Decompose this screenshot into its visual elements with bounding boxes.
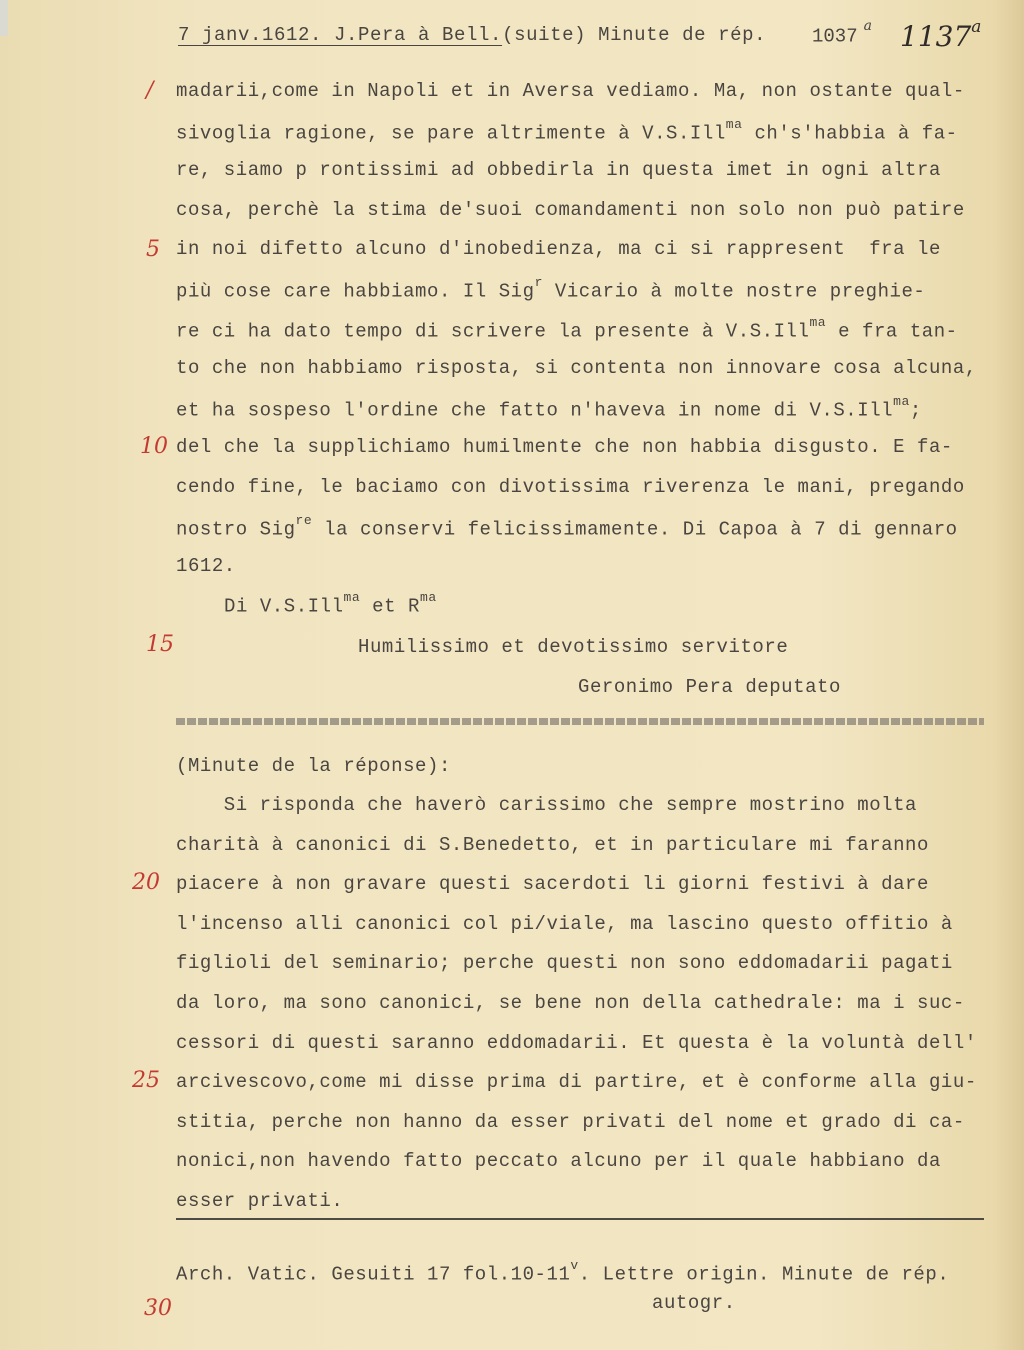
text-segment: la conservi felicissimamente. Di Capoa à 7 di gennaro [312,517,958,540]
text-line: cosa, perchè la stima de'suoi comandamenti non solo non può patire [176,198,965,221]
folio-typed-sup: a [863,18,872,34]
text-segment: Vicario à molte nostre preghie- [542,280,926,303]
text-line: nonici,non havendo fatto peccato alcuno per il quale habbiano da [176,1150,941,1173]
text-line: stitia, perche non hanno da esser privati del nome et grado di ca- [176,1110,965,1133]
text-segment: ch's'habbia à fa- [742,121,958,144]
text-line: Si risponda che haverò carissimo che sempre mostrino molta [176,794,918,816]
superscript: re [295,512,313,528]
text-line: charità à canonici di S.Benedetto, et in particulare mi faranno [176,833,929,856]
superscript: r [534,275,543,290]
closing-text: et R [360,595,420,618]
header-subtitle: (suite) Minute de rép. [502,24,767,46]
margin-line-number: 20 [132,870,160,895]
text-segment: nostro Sig [176,517,296,540]
closing-sup: ma [343,590,361,605]
text-line: del che la supplichiamo humilmente che non habbia disgusto. E fa- [176,436,953,459]
text-line: figlioli del seminario; perche questi non sono eddomadarii pagati [176,952,953,975]
superscript: ma [893,393,910,409]
text-line [176,314,958,342]
folio-typed-number: 1037 [812,25,858,48]
text-line [176,512,958,540]
folio-hand-sup: a [971,16,982,37]
text-line: re, siamo p rontissimi ad obbedirla in questa imet in ogni altra [176,159,941,182]
source-citation [176,1258,950,1286]
signature: Geronimo Pera deputato [578,676,841,698]
folio-handwritten [900,16,982,53]
text-line [176,116,958,144]
folio-typed [812,18,872,48]
page-header [178,24,766,46]
margin-line-number: 25 [132,1068,160,1093]
text-line: da loro, ma sono canonici, se bene non della cathedrale: ma i suc- [176,992,965,1014]
footer-rule [176,1218,984,1220]
text-line: arcivescovo,come mi disse prima di partire, et è conforme alla giu- [176,1071,977,1094]
text-line: cessori di questi saranno eddomadarii. Et questa è la voluntà dell' [176,1031,977,1054]
source-citation-line2: autogr. [652,1292,736,1314]
margin-line-number: / [146,78,154,103]
margin-line-number: 15 [146,632,174,657]
text-line: l'incenso alli canonici col pi/viale, ma lascino questo offitio à [176,912,953,935]
citation-text: . Lettre origin. Minute de rép. [578,1263,950,1286]
separator-line [176,718,984,725]
text-line: 1612. [176,555,236,578]
margin-line-number: 30 [144,1296,172,1321]
response-heading: (Minute de la réponse): [176,755,451,777]
text-segment: sivoglia ragione, se pare altrimente à V.S.Ill [176,121,726,144]
margin-line-number: 10 [140,434,168,459]
text-line: in noi difetto alcuno d'inobedienza, ma ci si rappresent fra le [176,238,941,261]
superscript: ma [809,314,827,330]
text-line: piacere à non gravare questi sacerdoti li giorni festivi à dare [176,873,929,896]
citation-sup: v [570,1258,579,1273]
closing-text: Di V.S.Ill [224,595,344,618]
text-segment: et ha sospeso l'ordine che fatto n'haveva in nome di V.S.Ill [176,399,894,422]
text-segment: re ci ha dato tempo di scrivere la presente à V.S.Ill [176,319,810,342]
header-title: 7 janv.1612. J.Pera à Bell. [178,24,503,46]
folio-hand-number: 1137 [900,20,972,53]
text-segment: ; [909,399,922,422]
superscript: ma [725,116,743,132]
text-line [176,393,922,422]
text-line [176,275,926,303]
closing-sup: ma [420,590,437,605]
text-segment: più cose care habbiamo. Il Sig [176,280,535,303]
margin-line-number: 5 [146,237,160,262]
closing-line [224,590,437,618]
text-line: to che non habbiamo risposta, si contenta non innovare cosa alcuna, [176,357,977,380]
text-line: madarii,come in Napoli et in Aversa vediamo. Ma, non ostante qual- [176,80,965,102]
text-line: cendo fine, le baciamo con divotissima riverenza le mani, pregando [176,476,965,498]
subscription: Humilissimo et devotissimo servitore [358,636,789,658]
text-segment: e fra tan- [826,319,958,342]
scan-edge [0,0,8,36]
citation-text: Arch. Vatic. Gesuiti 17 fol.10-11 [176,1263,571,1286]
text-line: esser privati. [176,1190,344,1212]
